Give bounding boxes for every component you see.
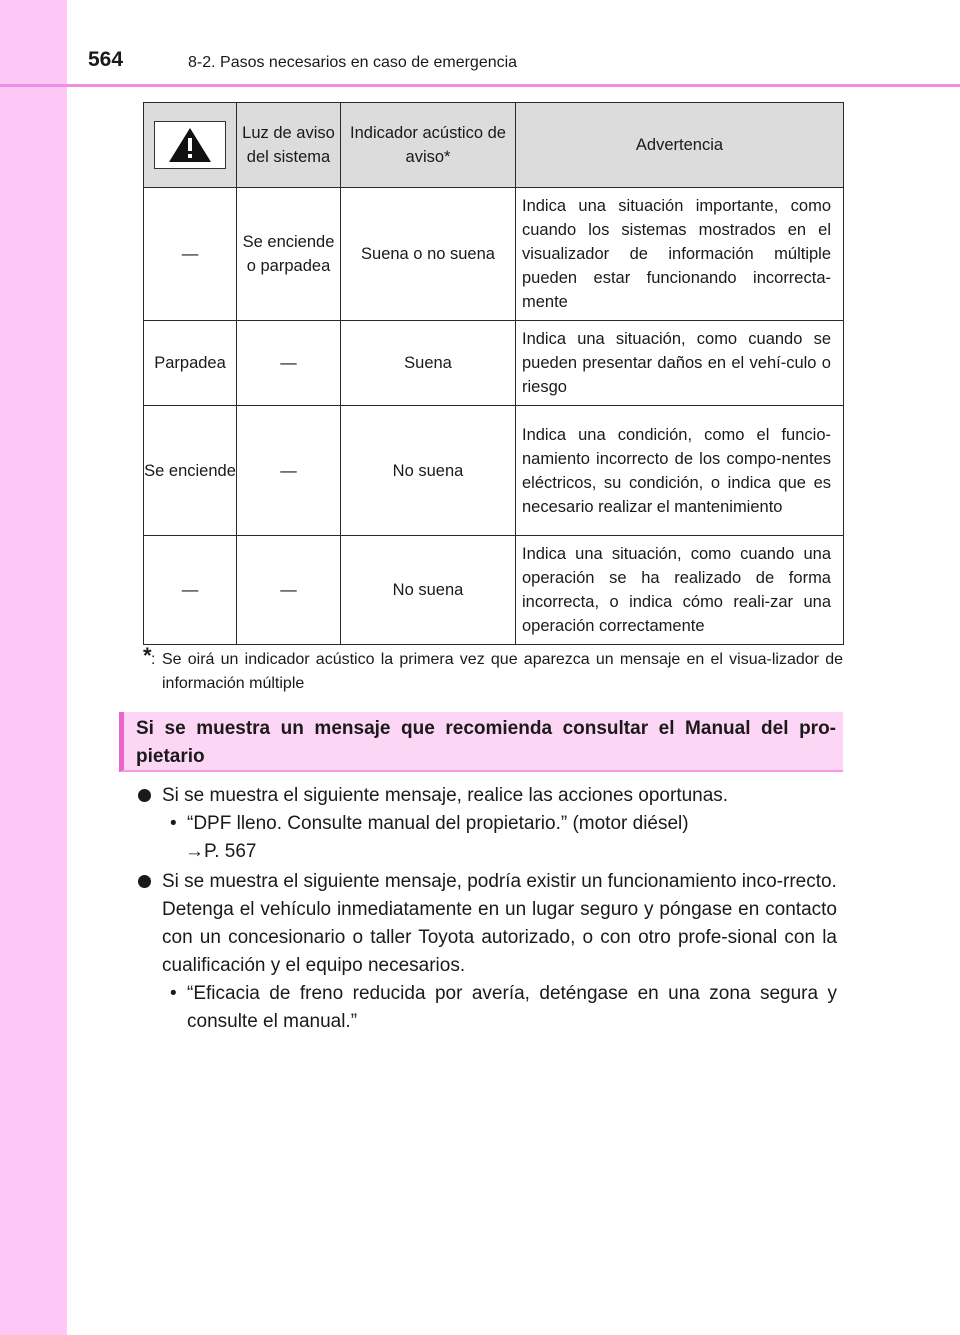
cell-light: Se enciende o parpadea xyxy=(237,188,341,321)
warning-table xyxy=(143,102,844,645)
header-system-light: Luz de aviso del sistema xyxy=(237,103,341,188)
cell-light: — xyxy=(237,536,341,645)
footnote-mark: * xyxy=(143,643,152,668)
cell-triangle: — xyxy=(144,536,237,645)
section-header xyxy=(119,712,843,772)
bullet-dot-icon xyxy=(138,789,151,802)
bullet-text: Si se muestra el siguiente mensaje, podría existir un funcionamiento inco-rrecto. xyxy=(162,871,837,892)
table-row xyxy=(144,406,844,536)
bullet-item xyxy=(137,782,837,866)
footnote-text: Se oirá un indicador acústico la primera vez que aparezca un mensaje en el visua-lizador de información múltiple xyxy=(162,651,843,692)
cell-buzzer: No suena xyxy=(341,406,516,536)
cell-triangle: Parpadea xyxy=(144,321,237,406)
side-color-band xyxy=(0,0,67,1335)
page-number: 564 xyxy=(88,48,124,71)
paragraph: Detenga el vehículo inmediatamente en un lugar seguro y póngase en contacto con un concesionario o taller Toyota autorizado, o con otro profe-sional con la cualificación y el equipo necesarios. xyxy=(162,899,837,976)
cell-advice: Indica una condición, como el funcio-namiento incorrecto de los compo-nentes eléctricos, su condición, o indica que es necesario realizar el mantenimiento xyxy=(516,406,844,536)
cell-buzzer: Suena xyxy=(341,321,516,406)
cell-triangle: — xyxy=(144,188,237,321)
cell-advice: Indica una situación importante, como cuando los sistemas mostrados en el visualizador de información múltiple pueden estar funcionando incorrecta-mente xyxy=(516,188,844,321)
footnote-colon: : xyxy=(151,651,156,668)
header-rule xyxy=(0,84,960,87)
cell-light: — xyxy=(237,406,341,536)
header-buzzer: Indicador acústico de aviso* xyxy=(341,103,516,188)
table-row xyxy=(144,321,844,406)
header-warning-icon-cell xyxy=(144,103,237,188)
cell-buzzer: Suena o no suena xyxy=(341,188,516,321)
bullet-dot-icon xyxy=(138,875,151,888)
cell-buzzer: No suena xyxy=(341,536,516,645)
sub-bullet-text: “DPF lleno. Consulte manual del propietario.” (motor diésel) xyxy=(187,813,689,834)
sub-bullet-mark: • xyxy=(170,983,177,1004)
sub-bullet-mark: • xyxy=(170,813,177,834)
cell-triangle: Se enciende xyxy=(144,406,237,536)
footnote xyxy=(143,643,843,696)
warning-triangle-icon xyxy=(154,121,226,169)
table-row xyxy=(144,188,844,321)
cell-advice: Indica una situación, como cuando una operación se ha realizado de forma incorrecta, o indica cómo reali-zar una operación correctamente xyxy=(516,536,844,645)
bullet-text: Si se muestra el siguiente mensaje, realice las acciones oportunas. xyxy=(162,785,729,806)
table-row xyxy=(144,536,844,645)
table-header-row xyxy=(144,103,844,188)
cell-advice: Indica una situación, como cuando se pueden presentar daños en el vehí-culo o riesgo xyxy=(516,321,844,406)
section-title: Si se muestra un mensaje que recomienda consultar el Manual del pro-pietario xyxy=(136,718,836,767)
chapter-title: 8-2. Pasos necesarios en caso de emergencia xyxy=(188,54,518,71)
bullet-item xyxy=(137,868,837,1036)
cell-light: — xyxy=(237,321,341,406)
page-reference-link[interactable]: →P. 567 xyxy=(185,841,257,862)
header-advice: Advertencia xyxy=(516,103,844,188)
sub-bullet-text: “Eficacia de freno reducida por avería, deténgase en una zona segura y consulte el manual.” xyxy=(187,983,837,1032)
